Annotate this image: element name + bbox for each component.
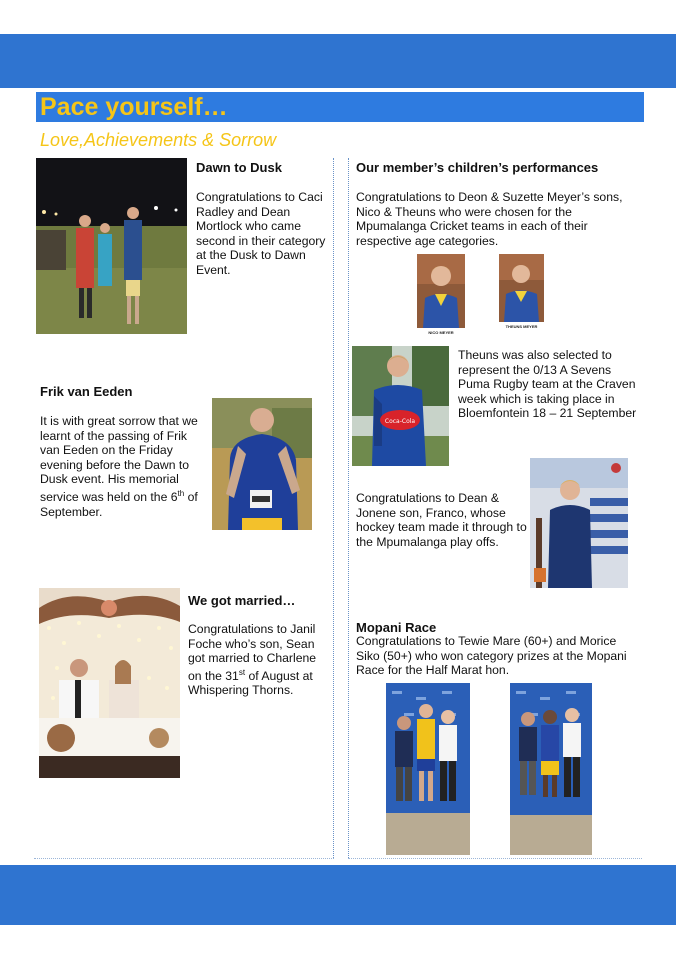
top-banner xyxy=(0,34,676,88)
frik-photo xyxy=(212,398,312,530)
frik-text-sup: th xyxy=(177,488,185,498)
hockey-text: Congratulations to Dean & Jonene son, Franco, whose hockey team made it through to the Mpumalanga play offs. xyxy=(356,491,527,549)
mopani-photo-2 xyxy=(510,683,592,855)
bottom-rule-right xyxy=(348,858,642,859)
rugby-ball-label: Coca-Cola xyxy=(384,418,416,425)
mopani-photo-1 xyxy=(386,683,470,855)
frik-heading: Frik van Eeden xyxy=(40,384,133,399)
dusk-heading: Dawn to Dusk xyxy=(196,160,282,175)
married-text xyxy=(188,622,328,698)
married-text-main: Congratulations to Janil Foche who’s son, Sean got married to Charlene on the 31 xyxy=(188,622,317,683)
column-divider-left xyxy=(333,158,334,858)
married-text-end: of August at Whispering Thorns. xyxy=(188,668,313,698)
dusk-text: Congratulations to Caci Radley and Dean Mortlock who came second in their category at the Dusk to Dawn Event. xyxy=(196,190,326,277)
bottom-rule-left xyxy=(34,858,334,859)
page-title: Pace yourself… xyxy=(40,93,228,121)
theuns-photo xyxy=(499,254,544,322)
nico-caption: NICO MEYER xyxy=(428,330,454,335)
mopani-text: Congratulations to Tewie Mare (60+) and Morice Siko (50+) who won category prizes at the Mopani Race for the Half Marat hon. xyxy=(356,634,627,678)
mopani-heading: Mopani Race xyxy=(356,620,437,635)
wedding-photo xyxy=(39,588,180,778)
married-heading: We got married… xyxy=(188,593,296,608)
frik-text xyxy=(40,414,210,519)
married-text-sup: st xyxy=(238,667,246,677)
frik-text-end: of September. xyxy=(40,490,198,519)
theuns-caption: THEUNS MEYER xyxy=(505,324,538,329)
bottom-banner xyxy=(0,865,676,925)
children-heading: Our member’s children’s performances xyxy=(356,160,599,175)
rugby-text: Theuns was also selected to represent the 0/13 A Sevens Puma Rugby team at the Craven week which is taking place in Bloemfontein 18 – 21 September xyxy=(458,348,637,421)
page-subtitle: Love,Achievements & Sorrow xyxy=(40,130,277,150)
rugby-photo xyxy=(352,346,449,466)
dusk-photo xyxy=(36,158,187,334)
frik-text-main: It is with great sorrow that we learnt of the passing of Frik van Eeden on the Friday evening before the Dawn to Dusk event. His memorial service was held on the 6 xyxy=(40,414,198,505)
nico-photo xyxy=(417,254,465,328)
hockey-photo xyxy=(530,458,628,588)
children-text: Congratulations to Deon & Suzette Meyer’s sons, Nico & Theuns who were chosen for the Mpumalanga Cricket teams in each of their respective age categories. xyxy=(356,190,623,248)
column-divider-right xyxy=(348,158,349,858)
